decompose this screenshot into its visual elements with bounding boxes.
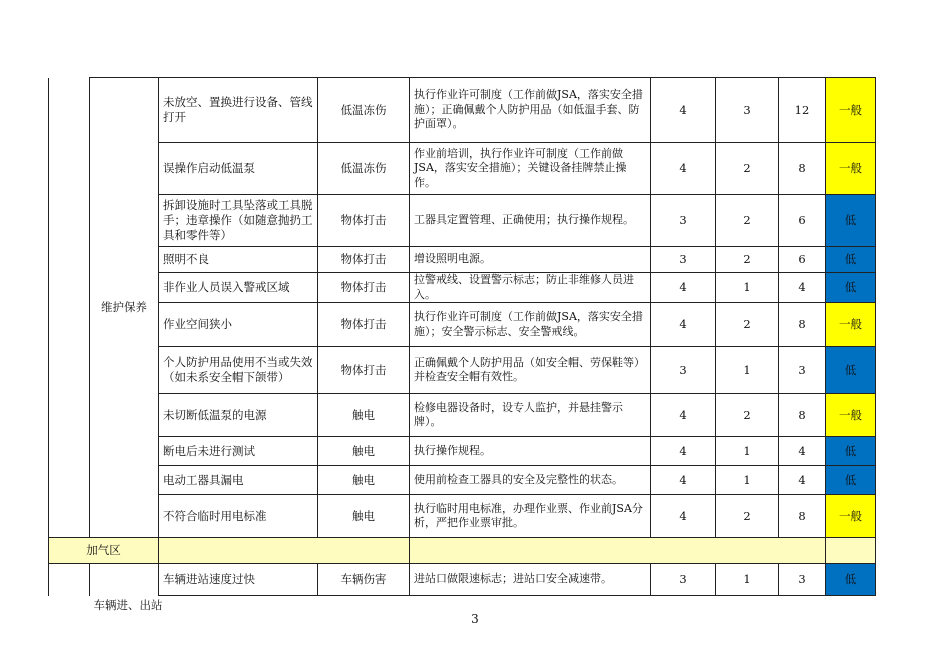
risk-score-cell: 4	[779, 437, 826, 466]
severity-cell: 1	[716, 466, 779, 495]
severity-cell: 1	[716, 347, 779, 394]
likelihood-cell: 4	[651, 394, 716, 437]
consequence-cell: 车辆伤害	[318, 564, 410, 596]
likelihood-cell: 4	[651, 273, 716, 303]
table-row	[49, 143, 876, 195]
section-blank	[159, 538, 410, 564]
activity-label: 维护保养	[90, 78, 159, 538]
table-row	[49, 564, 876, 596]
severity-cell: 1	[716, 437, 779, 466]
risk-score-cell: 8	[779, 394, 826, 437]
activity-cell	[90, 564, 159, 596]
risk-score-cell: 12	[779, 78, 826, 143]
risk-level-cell: 低	[826, 195, 876, 247]
measures-cell: 执行操作规程。	[410, 437, 651, 466]
table-row	[49, 195, 876, 247]
likelihood-cell: 4	[651, 143, 716, 195]
risk-level-cell: 低	[826, 347, 876, 394]
hazard-cell: 非作业人员误入警戒区域	[159, 273, 318, 303]
severity-cell: 2	[716, 303, 779, 347]
table-row	[49, 78, 876, 143]
measures-cell: 执行临时用电标准，办理作业票、作业前JSA分析，严把作业票审批。	[410, 495, 651, 538]
risk-score-cell: 8	[779, 303, 826, 347]
table-row	[49, 437, 876, 466]
hazard-cell: 照明不良	[159, 247, 318, 273]
risk-level-cell: 低	[826, 437, 876, 466]
measures-cell: 执行作业许可制度（工作前做JSA，落实安全措施）；正确佩戴个人防护用品（如低温手套、防护面罩）。	[410, 78, 651, 143]
likelihood-cell: 4	[651, 437, 716, 466]
table-row	[49, 303, 876, 347]
risk-score-cell: 3	[779, 347, 826, 394]
consequence-cell: 低温冻伤	[318, 78, 410, 143]
risk-level-cell: 低	[826, 466, 876, 495]
consequence-cell: 物体打击	[318, 247, 410, 273]
measures-cell: 增设照明电源。	[410, 247, 651, 273]
risk-score-cell: 8	[779, 143, 826, 195]
consequence-cell: 触电	[318, 394, 410, 437]
measures-cell: 使用前检查工器具的安全及完整性的状态。	[410, 466, 651, 495]
risk-level-cell: 一般	[826, 303, 876, 347]
risk-level-cell: 一般	[826, 143, 876, 195]
risk-score-cell: 6	[779, 247, 826, 273]
area-cell	[49, 78, 90, 538]
measures-cell: 执行作业许可制度（工作前做JSA，落实安全措施）；安全警示标志、安全警戒线。	[410, 303, 651, 347]
likelihood-cell: 4	[651, 495, 716, 538]
risk-level-cell: 一般	[826, 394, 876, 437]
hazard-cell: 车辆进站速度过快	[159, 564, 318, 596]
consequence-cell: 物体打击	[318, 195, 410, 247]
area-cell	[49, 564, 90, 596]
likelihood-cell: 3	[651, 195, 716, 247]
risk-score-cell: 6	[779, 195, 826, 247]
section-header-row	[49, 538, 876, 564]
consequence-cell: 触电	[318, 495, 410, 538]
hazard-cell: 断电后未进行测试	[159, 437, 318, 466]
likelihood-cell: 4	[651, 466, 716, 495]
section-blank	[826, 538, 876, 564]
measures-cell: 拉警戒线、设置警示标志；防止非维修人员进入。	[410, 273, 651, 303]
page-number: 3	[471, 612, 479, 626]
table-row	[49, 495, 876, 538]
likelihood-cell: 3	[651, 564, 716, 596]
risk-score-cell: 8	[779, 495, 826, 538]
hazard-cell: 电动工器具漏电	[159, 466, 318, 495]
risk-score-cell: 3	[779, 564, 826, 596]
hazard-cell: 不符合临时用电标准	[159, 495, 318, 538]
likelihood-cell: 3	[651, 247, 716, 273]
measures-cell: 作业前培训，执行作业许可制度（工作前做JSA，落实安全措施）；关键设备挂牌禁止操作。	[410, 143, 651, 195]
hazard-cell: 拆卸设施时工具坠落或工具脱手；违章操作（如随意抛扔工具和零件等）	[159, 195, 318, 247]
risk-level-cell: 低	[826, 247, 876, 273]
severity-cell: 2	[716, 143, 779, 195]
risk-score-cell: 4	[779, 466, 826, 495]
hazard-cell: 未放空、置换进行设备、管线打开	[159, 78, 318, 143]
hazard-cell: 误操作启动低温泵	[159, 143, 318, 195]
likelihood-cell: 4	[651, 303, 716, 347]
activity-label-vehicle: 车辆进、出站	[93, 598, 163, 612]
consequence-cell: 物体打击	[318, 303, 410, 347]
measures-cell: 正确佩戴个人防护用品（如安全帽、劳保鞋等）并检查安全帽有效性。	[410, 347, 651, 394]
hazard-cell: 作业空间狭小	[159, 303, 318, 347]
severity-cell: 1	[716, 564, 779, 596]
section-label: 加气区	[49, 538, 159, 564]
severity-cell: 1	[716, 273, 779, 303]
measures-cell: 工器具定置管理、正确使用；执行操作规程。	[410, 195, 651, 247]
consequence-cell: 低温冻伤	[318, 143, 410, 195]
risk-level-cell: 一般	[826, 78, 876, 143]
severity-cell: 2	[716, 247, 779, 273]
consequence-cell: 触电	[318, 437, 410, 466]
likelihood-cell: 4	[651, 78, 716, 143]
hazard-cell: 未切断低温泵的电源	[159, 394, 318, 437]
table-row	[49, 347, 876, 394]
risk-table	[48, 77, 876, 596]
table-row	[49, 466, 876, 495]
likelihood-cell: 3	[651, 347, 716, 394]
consequence-cell: 触电	[318, 466, 410, 495]
table-row	[49, 273, 876, 303]
risk-score-cell: 4	[779, 273, 826, 303]
consequence-cell: 物体打击	[318, 347, 410, 394]
table-row	[49, 247, 876, 273]
hazard-cell: 个人防护用品使用不当或失效（如未系安全帽下颌带）	[159, 347, 318, 394]
section-blank	[410, 538, 826, 564]
severity-cell: 2	[716, 195, 779, 247]
severity-cell: 3	[716, 78, 779, 143]
severity-cell: 2	[716, 495, 779, 538]
measures-cell: 检修电器设备时，设专人监护，并悬挂警示牌）。	[410, 394, 651, 437]
risk-level-cell: 低	[826, 273, 876, 303]
severity-cell: 2	[716, 394, 779, 437]
measures-cell: 进站口做限速标志；进站口安全减速带。	[410, 564, 651, 596]
risk-level-cell: 低	[826, 564, 876, 596]
risk-level-cell: 一般	[826, 495, 876, 538]
table-row	[49, 394, 876, 437]
consequence-cell: 物体打击	[318, 273, 410, 303]
